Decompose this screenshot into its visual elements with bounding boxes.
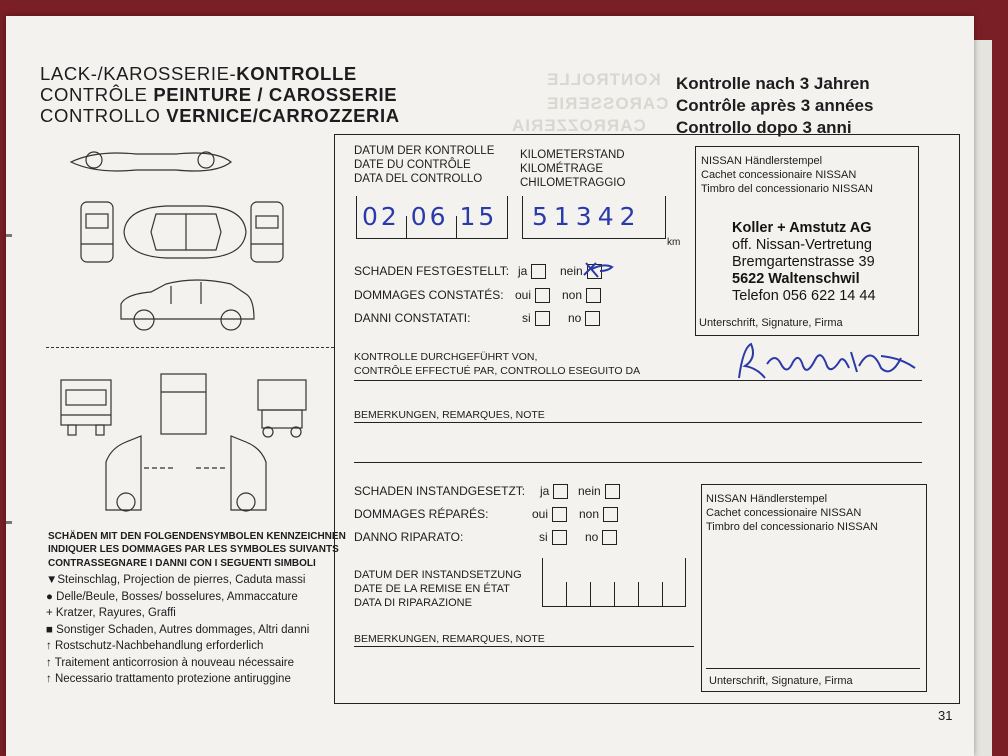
legend-heading-de: SCHÄDEN MIT DEN FOLGENDENSYMBOLEN KENNZEICHNEN <box>48 531 346 542</box>
remarks-line <box>354 646 694 647</box>
interval-it: Controllo dopo 3 anni <box>676 118 852 137</box>
interval-de: Kontrolle nach 3 Jahren <box>676 74 870 93</box>
title-fr: CONTRÔLE PEINTURE / CAROSSERIE <box>40 84 398 105</box>
legend-list <box>46 572 309 688</box>
truck-top-view <box>161 374 206 434</box>
damage-found-no-fr-checkbox[interactable] <box>586 288 601 303</box>
signature-image <box>731 338 921 382</box>
legend-item: + Kratzer, Rayures, Graffi <box>46 607 176 619</box>
signature-label: Unterschrift, Signature, Firma <box>699 317 843 329</box>
remarks-label-2: BEMERKUNGEN, REMARQUES, NOTE <box>354 633 545 645</box>
damage-repaired-yes-fr-checkbox[interactable] <box>552 507 567 522</box>
damage-found-row-fr: DOMMAGES CONSTATÉS: <box>354 288 504 302</box>
mileage-value[interactable]: 51342 <box>532 202 642 231</box>
truck-rear-view <box>258 380 306 437</box>
show-through-text: KONTROLLE <box>546 70 661 89</box>
damage-found-yes-it: si <box>522 311 550 326</box>
binding-hole <box>6 234 12 237</box>
damage-repaired-yes-checkbox[interactable] <box>553 484 568 499</box>
show-through-text: CAROSSERIE <box>546 94 669 113</box>
damage-found-yes-checkbox[interactable] <box>531 264 546 279</box>
legend-heading-fr: INDIQUER LES DOMMAGES PAR LES SYMBOLES SUIVANTS <box>48 544 339 555</box>
damage-found-no-de: nein <box>560 264 602 279</box>
legend-item: ▼Steinschlag, Projection de pierres, Caduta massi <box>46 574 306 586</box>
damage-found-yes-fr-checkbox[interactable] <box>535 288 550 303</box>
legend-item: ● Delle/Beule, Bosses/ bosselures, Ammaccature <box>46 590 298 603</box>
damage-found-row-de: SCHADEN FESTGESTELLT: <box>354 264 510 278</box>
document-page <box>6 16 974 756</box>
check-date-label: DATUM DER KONTROLLE DATE DU CONTRÔLE DATA DEL CONTROLLO <box>354 145 495 185</box>
signature-line <box>706 668 920 669</box>
remarks-line <box>354 462 922 463</box>
damage-repaired-yes-de: ja <box>540 484 568 499</box>
car-damage-diagram <box>56 144 296 334</box>
repair-date-label: DATUM DER INSTANDSETZUNG DATE DE LA REMISE EN ÉTAT DATA DI RIPARAZIONE <box>354 569 522 609</box>
damage-repaired-no-it: no <box>585 530 617 545</box>
car-rear-view <box>251 202 283 262</box>
truck-side-left <box>106 436 176 511</box>
truck-front-view <box>61 380 111 435</box>
repair-date-tick <box>566 582 567 606</box>
damage-found-no-it-checkbox[interactable] <box>585 311 600 326</box>
dealer-stamp-label: NISSAN Händlerstempel Cachet concessionaire NISSAN Timbro del concessionario NISSAN <box>701 155 873 195</box>
damage-repaired-no-checkbox[interactable] <box>605 484 620 499</box>
binding-hole <box>6 521 12 524</box>
damage-repaired-no-fr-checkbox[interactable] <box>603 507 618 522</box>
damage-repaired-row-de: SCHADEN INSTANDGESETZT: <box>354 484 526 498</box>
performed-by-label: KONTROLLE DURCHGEFÜHRT VON, CONTRÔLE EFFECTUÉ PAR, CONTROLLO ESEGUITO DA <box>354 351 641 377</box>
remarks-line <box>354 422 922 423</box>
check-date-value[interactable]: 02 06 15 <box>362 202 498 231</box>
damage-repaired-no-fr: non <box>579 507 618 522</box>
truck-damage-diagram <box>56 370 326 516</box>
remarks-label-1: BEMERKUNGEN, REMARQUES, NOTE <box>354 409 545 421</box>
legend-heading-it: CONTRASSEGNARE I DANNI CON I SEGUENTI SIMBOLI <box>48 558 316 569</box>
damage-found-no-fr: non <box>562 288 601 303</box>
dealer-stamp-imprint: Koller + Amstutz AG off. Nissan-Vertretung Bremgartenstrasse 39 5622 Waltenschwil Telefon 056 622 14 44 <box>732 220 876 304</box>
page-edge <box>974 40 992 756</box>
car-top-view <box>124 206 246 258</box>
damage-found-yes-de: ja <box>518 264 546 279</box>
legend-item: ↑ Traitement anticorrosion à nouveau nécessaire <box>46 656 295 669</box>
repair-date-tick <box>590 582 591 606</box>
damage-found-yes-it-checkbox[interactable] <box>535 311 550 326</box>
mileage-unit: km <box>667 237 681 248</box>
damage-repaired-no-it-checkbox[interactable] <box>602 530 617 545</box>
truck-side-right <box>196 436 266 511</box>
page-number: 31 <box>938 708 953 723</box>
repair-date-tick <box>662 582 663 606</box>
mileage-label: KILOMETERSTAND KILOMÉTRAGE CHILOMETRAGGIO <box>520 149 626 189</box>
damage-repaired-row-it: DANNO RIPARATO: <box>354 530 464 544</box>
damage-found-no-it: no <box>568 311 600 326</box>
title-de: LACK-/KAROSSERIE-KONTROLLE <box>40 63 357 84</box>
repair-date-tick <box>614 582 615 606</box>
damage-repaired-yes-it-checkbox[interactable] <box>552 530 567 545</box>
legend-item: ■ Sonstiger Schaden, Autres dommages, Altri danni <box>46 623 310 636</box>
damage-repaired-row-fr: DOMMAGES RÉPARÉS: <box>354 507 489 521</box>
car-front-view <box>81 202 113 262</box>
diagram-separator <box>46 347 334 348</box>
dealer-stamp-label-2: NISSAN Händlerstempel Cachet concessionaire NISSAN Timbro del concessionario NISSAN <box>706 493 878 533</box>
damage-found-no-checkbox[interactable] <box>587 264 602 279</box>
damage-found-row-it: DANNI CONSTATATI: <box>354 311 471 325</box>
damage-repaired-yes-fr: oui <box>532 507 567 522</box>
damage-found-yes-fr: oui <box>515 288 550 303</box>
signature-label-2: Unterschrift, Signature, Firma <box>709 675 853 687</box>
car-side-view <box>121 280 254 330</box>
legend-item: ↑ Necessario trattamento protezione antiruggine <box>46 673 291 685</box>
car-roof-view <box>71 152 231 171</box>
damage-repaired-no-de: nein <box>578 484 620 499</box>
interval-fr: Contrôle après 3 années <box>676 96 874 115</box>
show-through-text: CARROZZERIA <box>511 116 646 135</box>
checkmark-scribble-icon <box>582 261 614 279</box>
damage-repaired-yes-it: si <box>539 530 567 545</box>
title-it: CONTROLLO VERNICE/CARROZZERIA <box>40 105 400 126</box>
legend-item: ↑ Rostschutz-Nachbehandlung erforderlich <box>46 640 264 652</box>
repair-date-tick <box>638 582 639 606</box>
